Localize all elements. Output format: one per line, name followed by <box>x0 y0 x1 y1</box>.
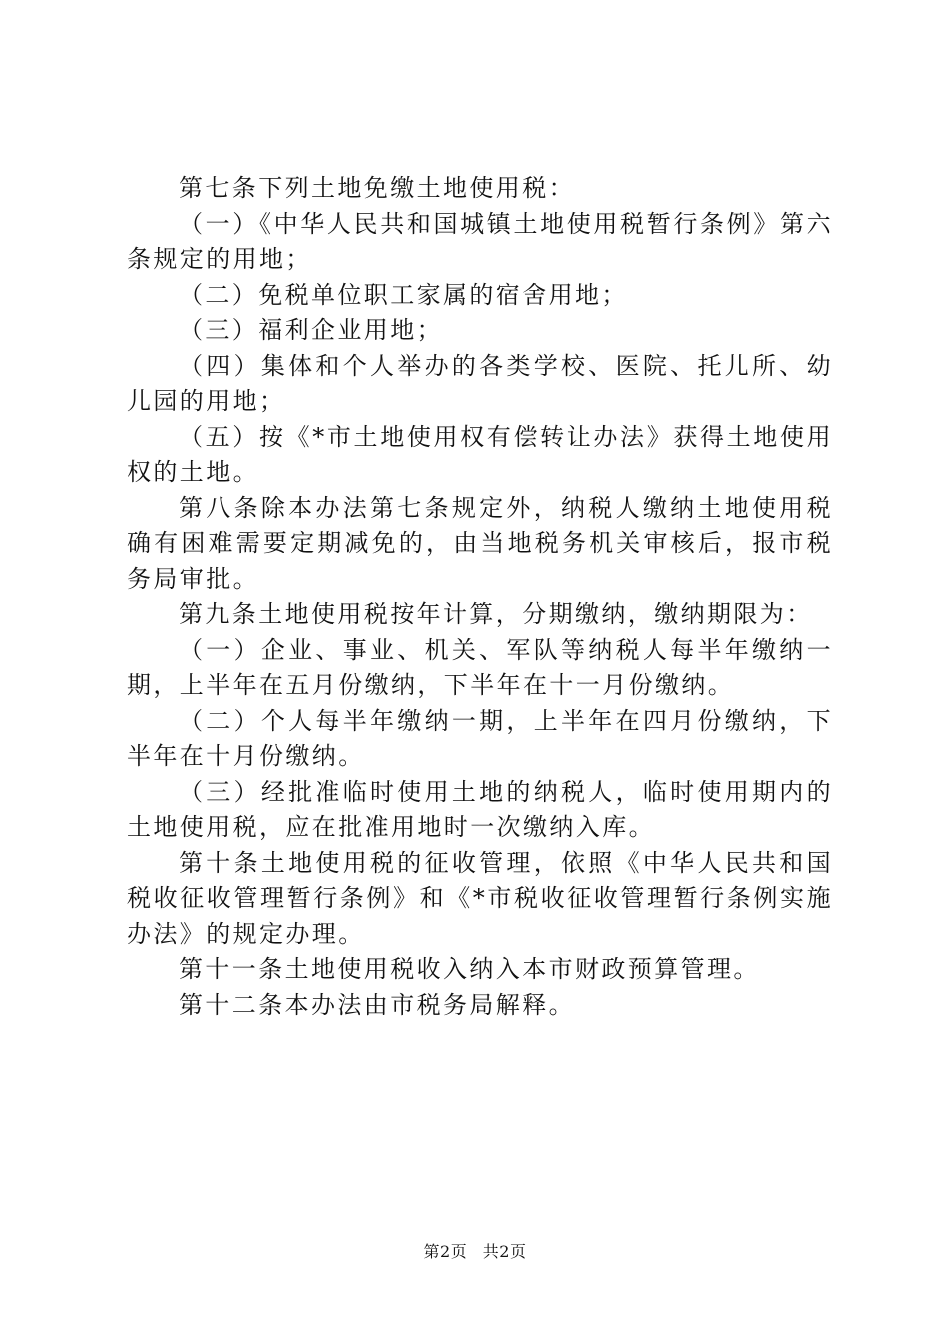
page-footer <box>0 1242 950 1262</box>
document-body <box>127 171 833 1023</box>
paragraph-article-10: 第十条土地使用税的征收管理，依照《中华人民共和国税收征收管理暂行条例》和《*市税收征收管理暂行条例实施办法》的规定办理。 <box>127 848 833 948</box>
paragraph-article-9: 第九条土地使用税按年计算，分期缴纳，缴纳期限为： <box>179 600 813 628</box>
paragraph-item-1: （一）《中华人民共和国城镇土地使用税暂行条例》第六条规定的用地； <box>127 209 833 273</box>
paragraph-item-2: （二）免税单位职工家属的宿舍用地； <box>179 280 628 309</box>
paragraph-item-3: （三）福利企业用地； <box>179 316 443 344</box>
paragraph-article-8: 第八条除本办法第七条规定外，纳税人缴纳土地使用税确有困难需要定期减免的，由当地税务机关审核后，报市税务局审批。 <box>127 493 833 593</box>
paragraph-item-3: （三）经批准临时使用土地的纳税人，临时使用期内的土地使用税，应在批准用地时一次缴纳入库。 <box>127 777 833 841</box>
paragraph-item-2: （二）个人每半年缴纳一期，上半年在四月份缴纳，下半年在十月份缴纳。 <box>127 706 833 770</box>
paragraph-article-12: 第十二条本办法由市税务局解释。 <box>179 990 575 1019</box>
paragraph-item-5: （五）按《*市土地使用权有偿转让办法》获得土地使用权的土地。 <box>127 422 833 486</box>
paragraph-article-7: 第七条下列土地免缴土地使用税： <box>179 174 575 202</box>
paragraph-item-1: （一）企业、事业、机关、军队等纳税人每半年缴纳一期，上半年在五月份缴纳，下半年在十一月份缴纳。 <box>127 635 833 699</box>
paragraph-item-4: （四）集体和个人举办的各类学校、医院、托儿所、幼儿园的用地； <box>127 351 833 415</box>
page-total: 共2页 <box>482 1242 527 1261</box>
page-number: 第2页 <box>423 1242 468 1261</box>
paragraph-article-11: 第十一条土地使用税收入纳入本市财政预算管理。 <box>179 955 760 983</box>
